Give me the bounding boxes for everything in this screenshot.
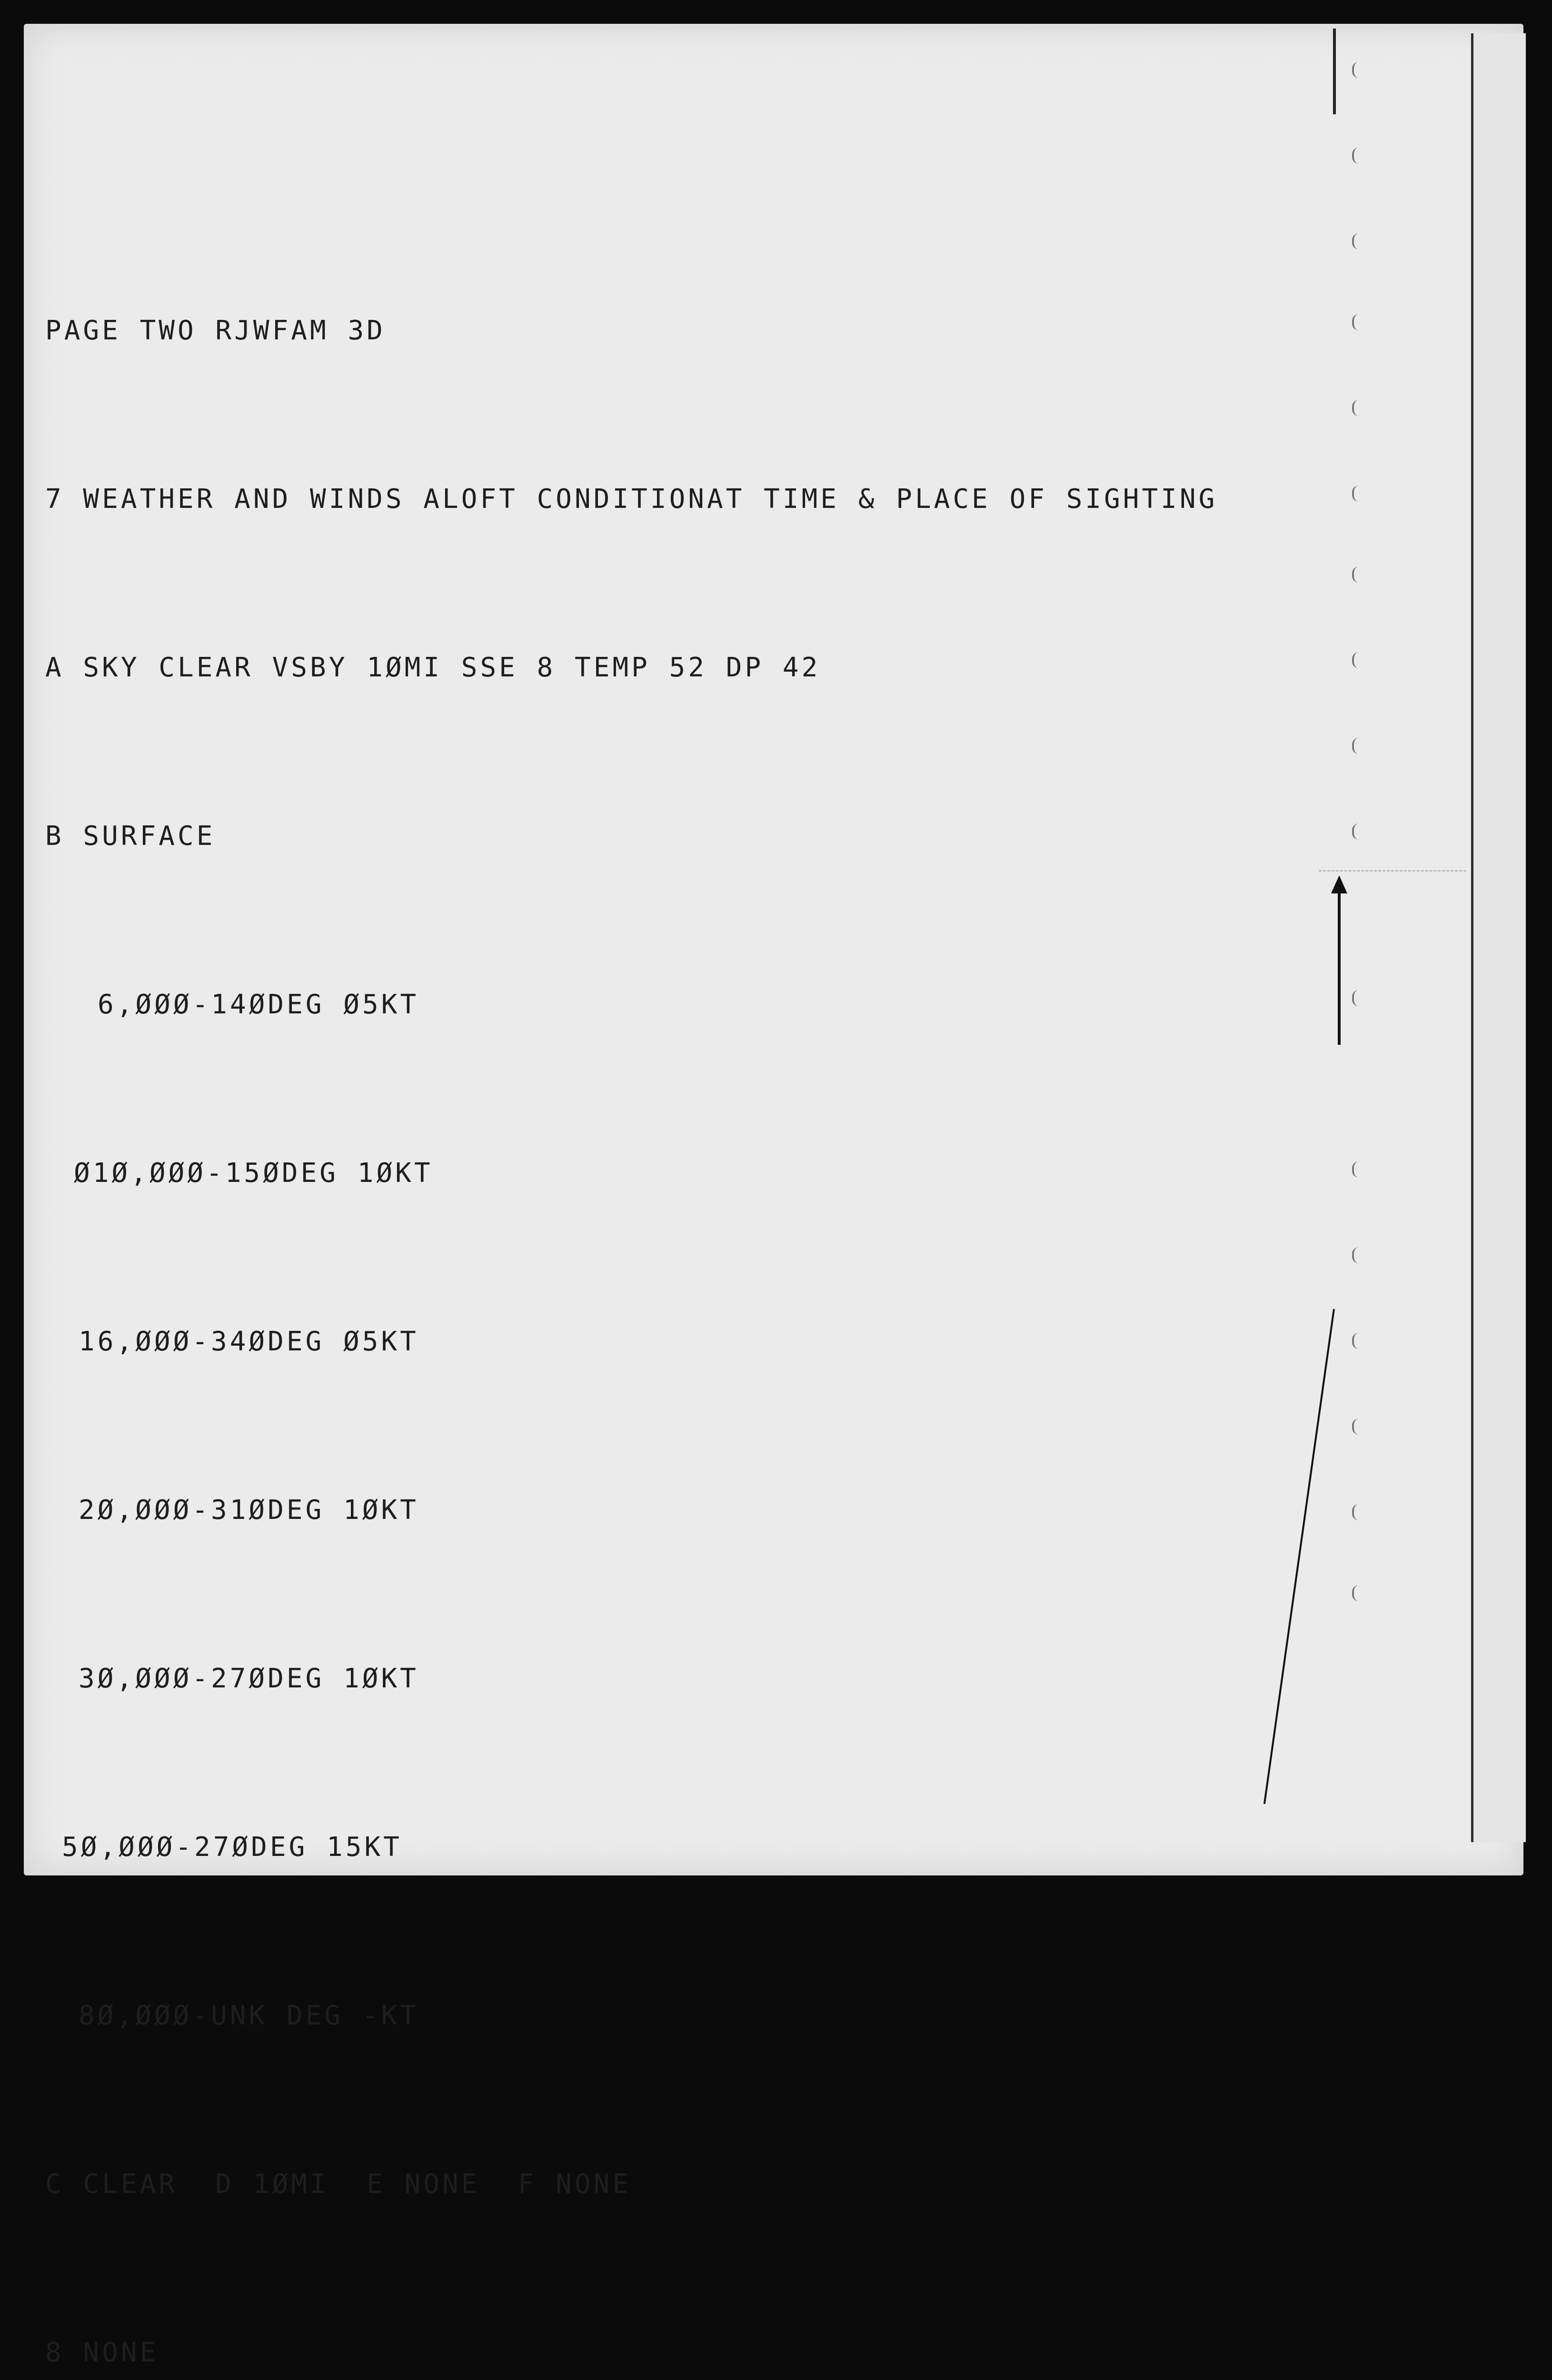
feed-hole-icon (1352, 148, 1361, 164)
wind-row: 16,ØØØ-34ØDEG Ø5KT (79, 1326, 419, 1357)
feed-hole-icon (1352, 233, 1361, 249)
item-7-line: 7 WEATHER AND WINDS ALOFT CONDITIONAT TIME & PLACE OF SIGHTING (45, 484, 1218, 515)
wind-row: 2Ø,ØØØ-31ØDEG 1ØKT (79, 1495, 419, 1526)
wind-row: 5Ø,ØØØ-27ØDEG 15KT (62, 1832, 402, 1863)
feed-hole-icon (1352, 486, 1361, 502)
item-a-line: A SKY CLEAR VSBY 1ØMI SSE 8 TEMP 52 DP 42 (45, 652, 821, 683)
feed-hole-icon (1352, 990, 1361, 1006)
item-c-line: C CLEAR D 1ØMI E NONE F NONE (45, 2169, 632, 2200)
feed-hole-icon (1352, 652, 1361, 668)
up-arrow-icon (1338, 878, 1341, 1045)
feed-hole-icon (1352, 566, 1361, 583)
wind-row: 3Ø,ØØØ-27ØDEG 1ØKT (79, 1663, 419, 1694)
feed-hole-icon (1352, 400, 1361, 416)
feed-hole-icon (1352, 1585, 1361, 1601)
feed-hole-icon (1352, 1418, 1361, 1435)
perforation-fold-line (1319, 870, 1466, 872)
feed-hole-icon (1352, 823, 1361, 840)
item-b-line: B SURFACE (45, 821, 216, 852)
feed-hole-icon (1352, 1333, 1361, 1349)
wind-row: Ø1Ø,ØØØ-15ØDEG 1ØKT (74, 1158, 433, 1189)
item-8-line: 8 NONE (45, 2337, 159, 2368)
feed-hole-icon (1352, 314, 1361, 330)
feed-hole-icon (1352, 1504, 1361, 1520)
header-line: PAGE TWO RJWFAM 3D (45, 315, 386, 346)
feed-hole-icon (1352, 62, 1361, 78)
tractor-feed-holes (1352, 62, 1371, 1633)
wind-row: 6,ØØØ-14ØDEG Ø5KT (98, 989, 419, 1020)
wind-row: 8Ø,ØØØ-UNK DEG -KT (79, 2000, 419, 2031)
feed-hole-icon (1352, 738, 1361, 754)
feed-hole-icon (1352, 1161, 1361, 1178)
top-margin-mark (1333, 29, 1336, 114)
teletype-message (45, 190, 1331, 2380)
paper-edge (1471, 33, 1526, 1842)
feed-hole-icon (1352, 1247, 1361, 1263)
